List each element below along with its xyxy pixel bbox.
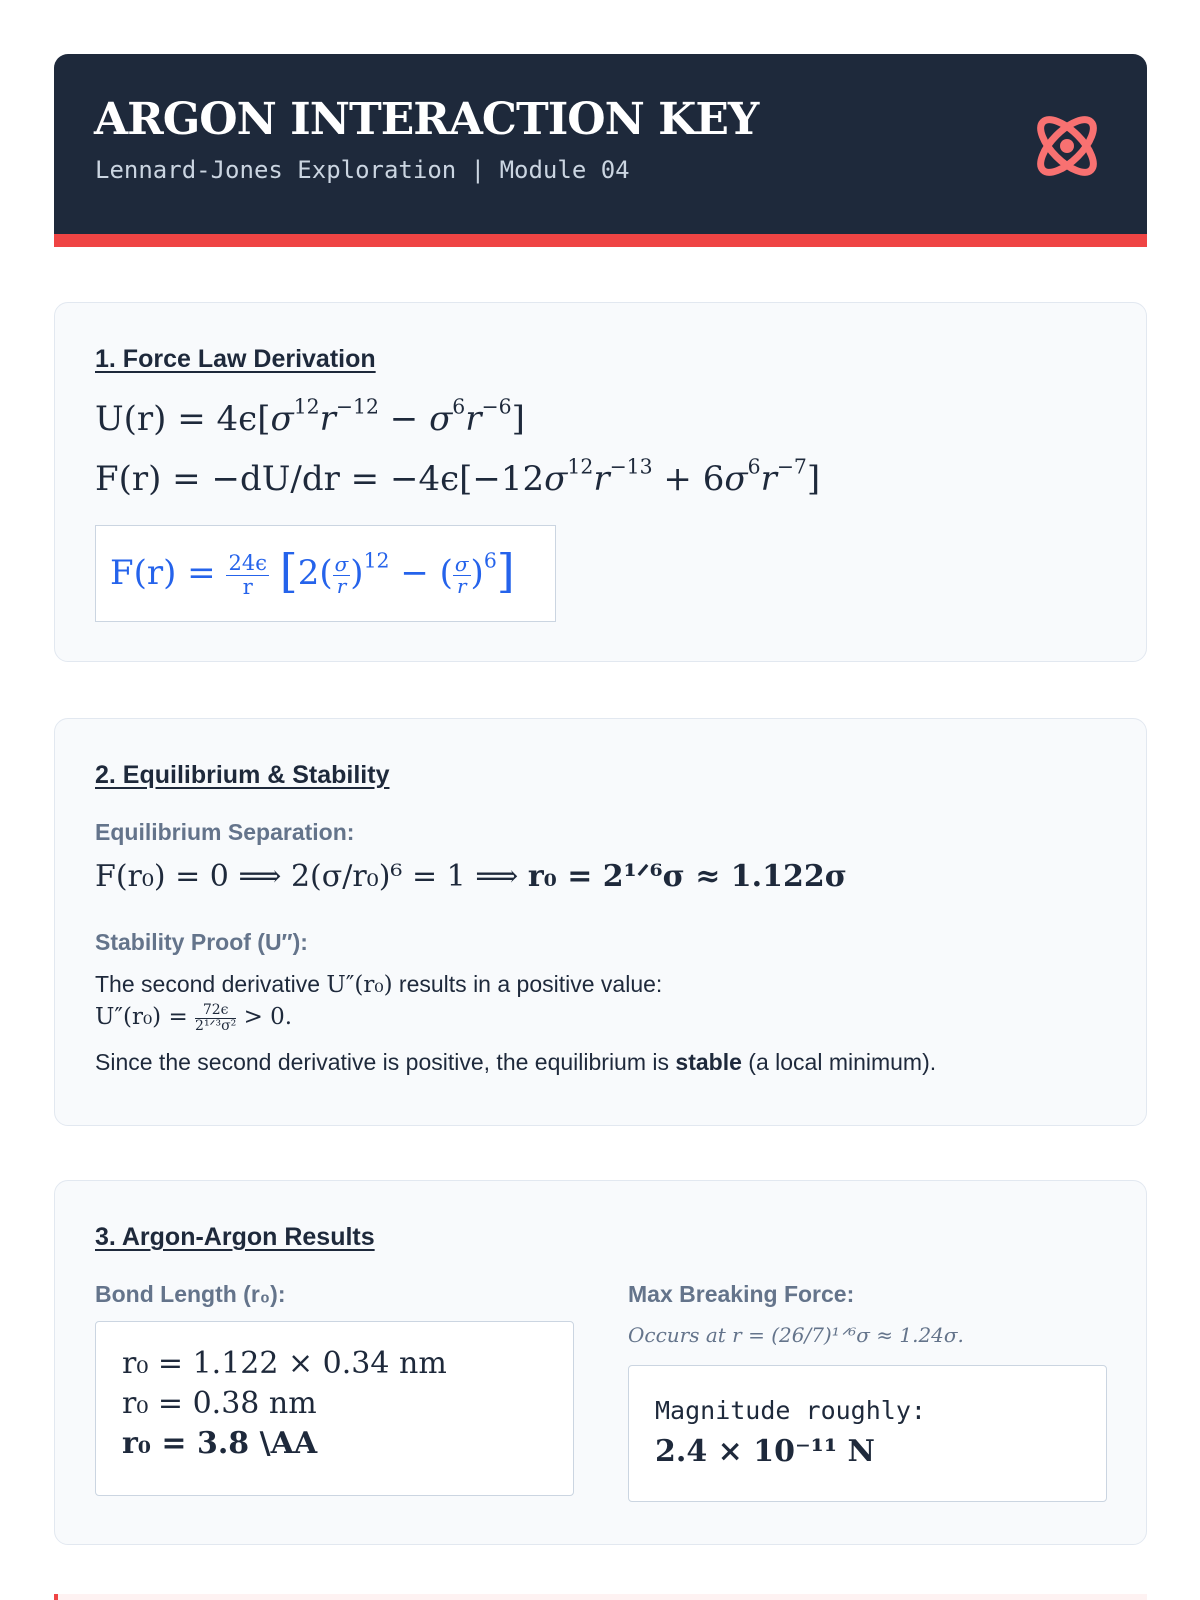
page-title: ARGON INTERACTION KEY — [94, 94, 759, 145]
bond-length-box — [95, 1321, 574, 1496]
bond-length-line: r₀ = 0.38 nm — [122, 1386, 317, 1421]
stability-conclusion: Since the second derivative is positive, the equilibrium is stable (a local minimum). — [95, 1049, 937, 1075]
second-derivative-equation: U″(r₀) = $\frac{72\epsilon}{\text{2¹ᐟ³σ²}}$ > 0. — [95, 1002, 293, 1034]
next-section-edge — [54, 1594, 1147, 1600]
section-title: 2. Equilibrium & Stability — [95, 761, 390, 789]
equilibrium-card — [54, 718, 1147, 1126]
force-law-card — [54, 302, 1147, 662]
section-title: 1. Force Law Derivation — [95, 345, 376, 373]
bond-length-label: Bond Length (r₀): — [95, 1281, 286, 1307]
max-force-label: Max Breaking Force: — [628, 1281, 855, 1307]
section-title: 3. Argon-Argon Results — [95, 1223, 375, 1251]
bond-length-result: r₀ = 3.8 \AA — [122, 1426, 318, 1461]
magnitude-value: 2.4 × 10⁻¹¹ N — [655, 1434, 875, 1469]
equilibrium-label: Equilibrium Separation: — [95, 819, 355, 845]
stability-intro: The second derivative U″(r₀) results in a positive value: — [95, 971, 663, 998]
force-law-result: F(r) = $\frac{24\epsilon}{r}$ [2( $\frac{\sigma}{r}$ )$^{12}$ − ( $\frac{\sigma}{r}$ )$^6$] — [110, 544, 515, 599]
magnitude-label: Magnitude roughly: — [655, 1396, 926, 1425]
force-derivative-equation: $F(r) = -dU/dr = -4\epsilon[-12\sigma^{12}r^{-13} + 6\sigma^6r^{-7}]$ — [95, 454, 821, 499]
potential-equation: $U(r) = 4\epsilon[\sigma^{12}r^{-12} - \sigma^6r^{-6}]$ — [95, 394, 525, 439]
atom-icon — [1027, 106, 1107, 186]
equilibrium-equation: F(r₀) = 0 ⟹ 2(σ/r₀)⁶ = 1 ⟹ r₀ = 2¹ᐟ⁶σ ≈ 1.122σ — [95, 859, 847, 894]
results-card — [54, 1180, 1147, 1545]
bond-length-line: r₀ = 1.122 × 0.34 nm — [122, 1346, 447, 1381]
equilibrium-result: r₀ = 2¹ᐟ⁶σ ≈ 1.122σ — [527, 859, 847, 894]
page-subtitle: Lennard-Jones Exploration | Module 04 — [95, 156, 630, 184]
max-force-location: Occurs at r = (26/7)¹ᐟ⁶σ ≈ 1.24σ. — [628, 1323, 964, 1347]
header-banner — [54, 54, 1147, 234]
force-law-result-box — [95, 525, 556, 622]
max-force-box — [628, 1365, 1107, 1502]
stability-label: Stability Proof (U″): — [95, 929, 308, 955]
header-accent-bar — [54, 234, 1147, 247]
